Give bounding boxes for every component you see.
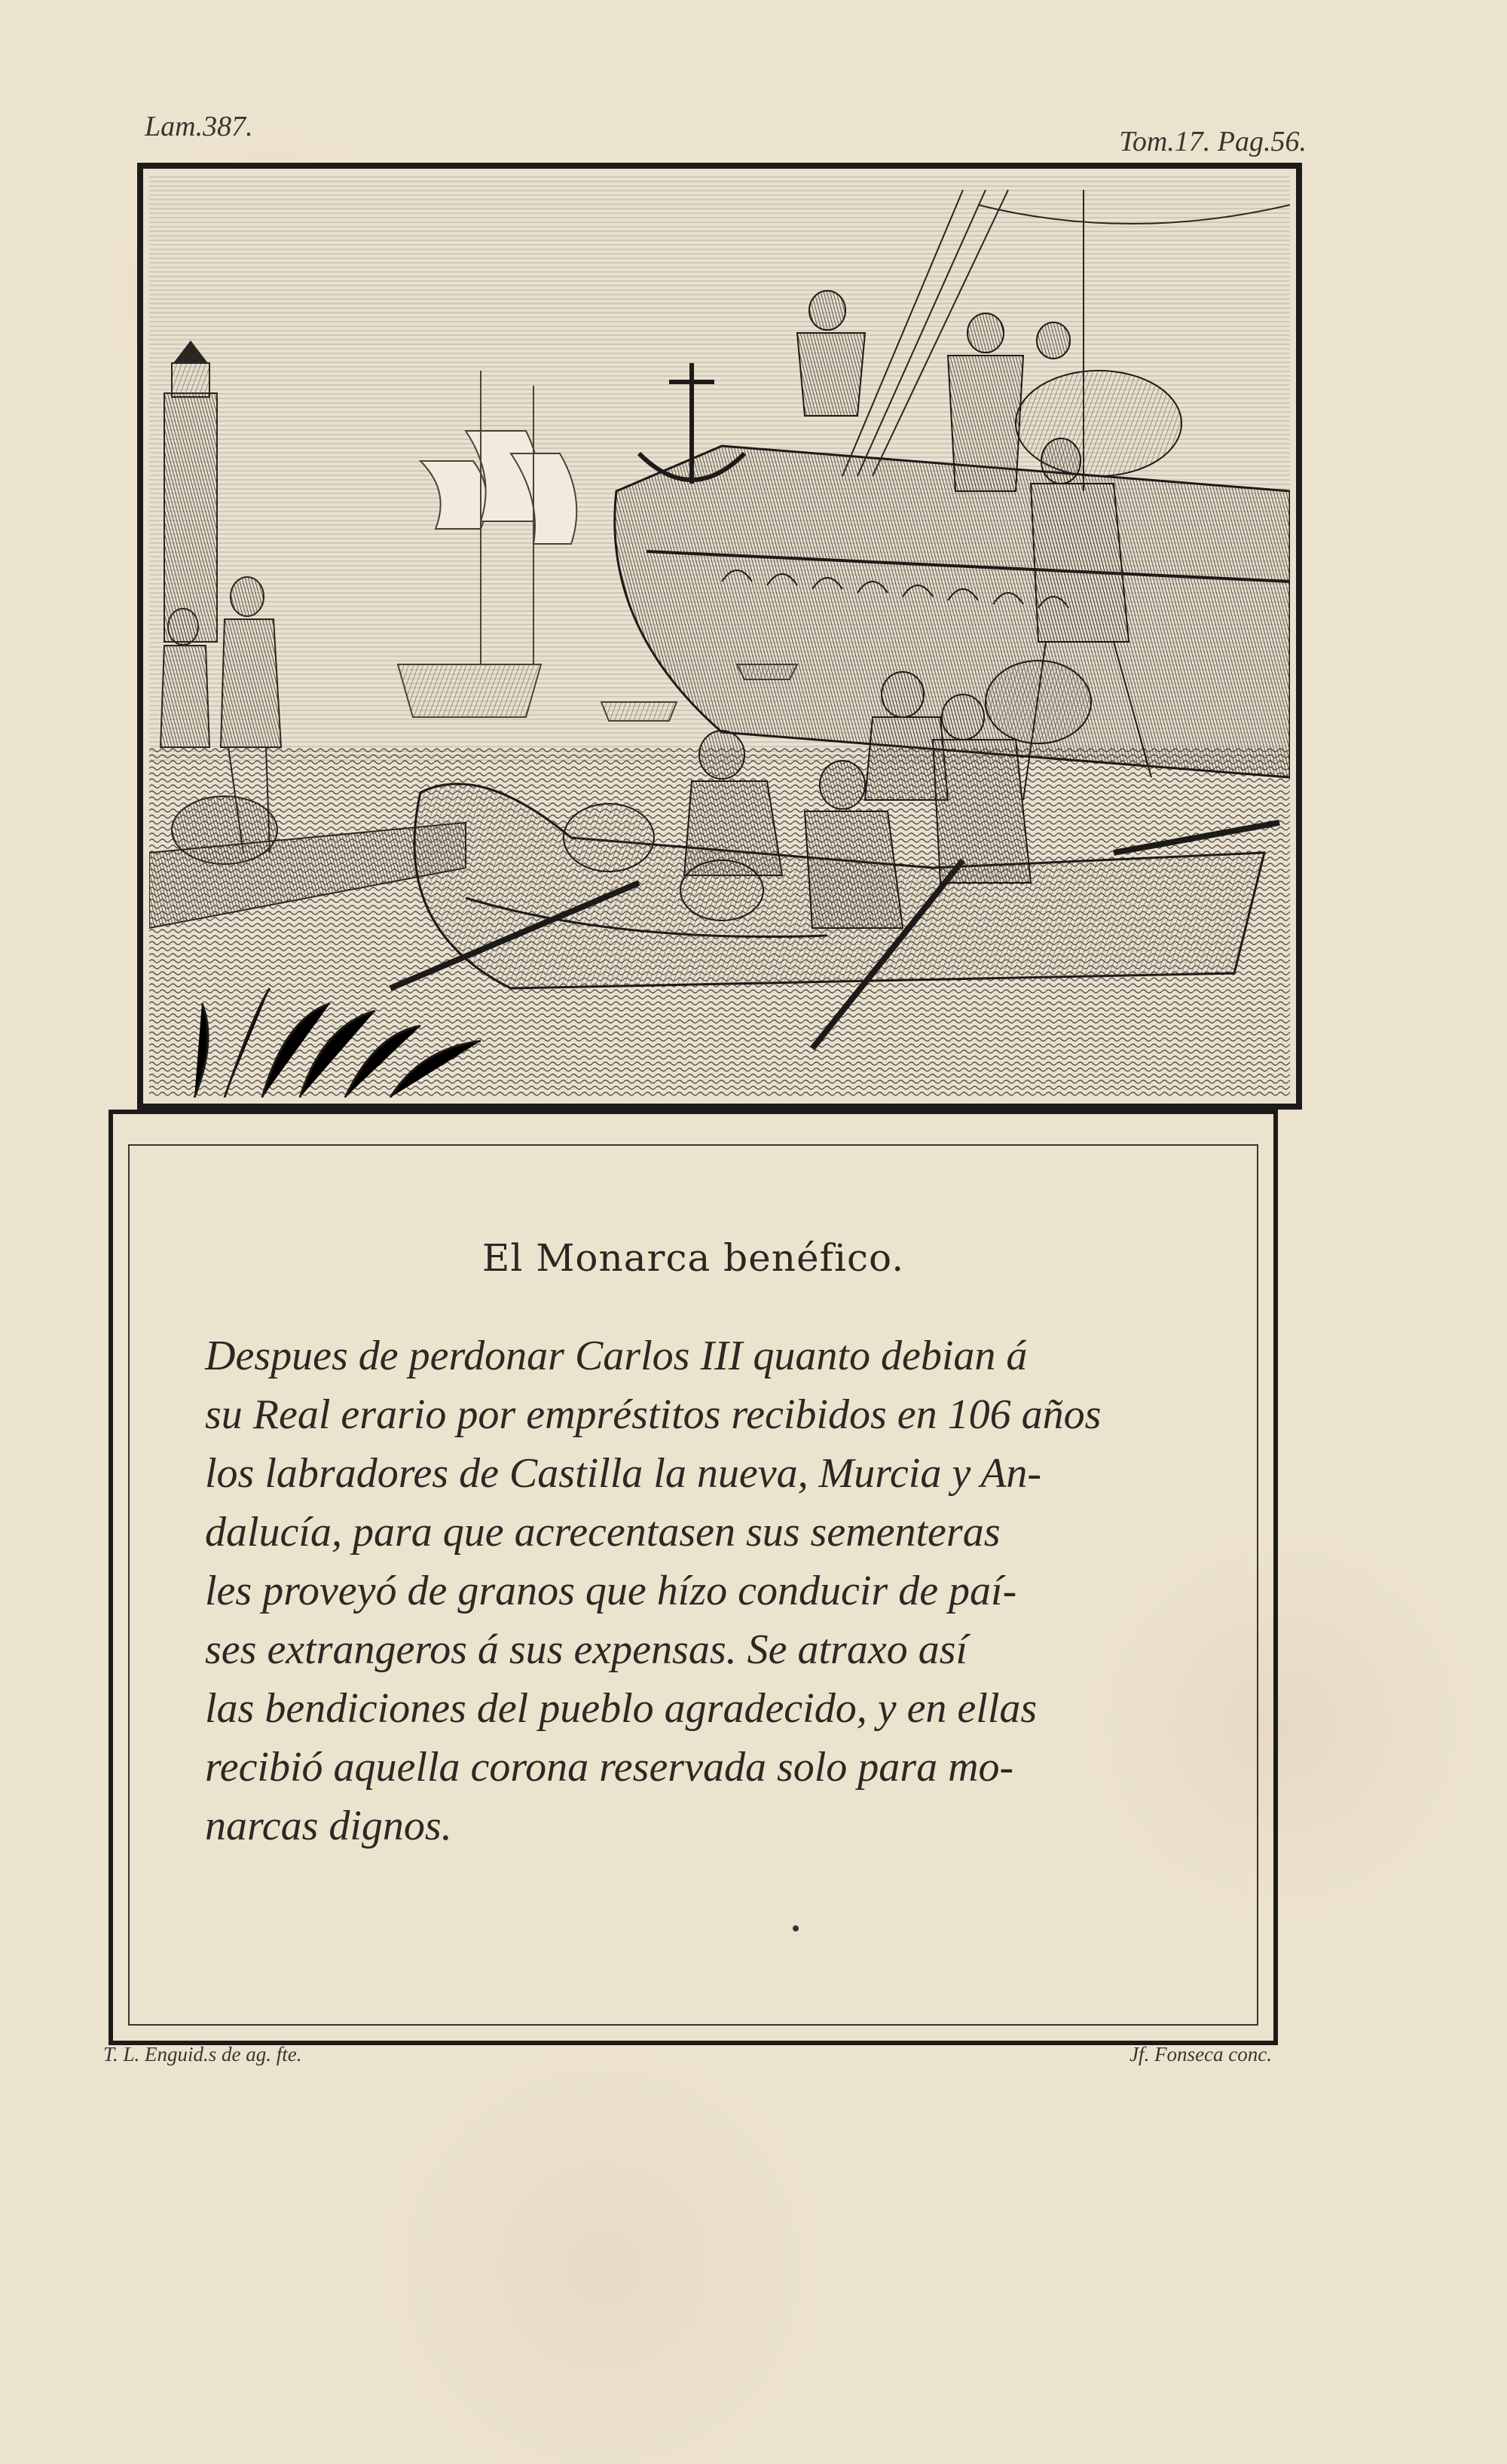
harbor-scene-image — [149, 175, 1290, 1098]
caption-line: ses extrangeros á sus expensas. Se atraxo así — [205, 1626, 968, 1673]
caption-title: El Monarca benéfico. — [481, 1236, 905, 1280]
caption-line: recibió aquella corona reservada solo para mo- — [205, 1744, 1014, 1791]
caption-line: dalucía, para que acrecentasen sus sementeras — [205, 1509, 1001, 1556]
caption-line: narcas dignos. — [205, 1803, 452, 1849]
caption-line: les proveyó de granos que hízo conducir de paí- — [205, 1568, 1017, 1614]
finisher-credit: Jf. Fonseca conc. — [1129, 2043, 1272, 2066]
caption-inner-border — [128, 1144, 1258, 2026]
engraver-credit: T. L. Enguid.s de ag. fte. — [103, 2043, 302, 2066]
ink-dot — [793, 1925, 799, 1931]
caption-line: los labradores de Castilla la nueva, Murcia y An- — [205, 1450, 1042, 1497]
caption-line: su Real erario por empréstitos recibidos en 106 años — [205, 1391, 1102, 1438]
caption-frame — [109, 1110, 1278, 2045]
engraving-illustration — [137, 163, 1302, 1110]
caption-line: Despues de perdonar Carlos III quanto debian á — [205, 1333, 1028, 1379]
volume-page-reference: Tom.17. Pag.56. — [1119, 126, 1307, 157]
plate-number: Lam.387. — [145, 111, 253, 142]
caption-line: las bendiciones del pueblo agradecido, y en ellas — [205, 1685, 1038, 1732]
caption-text — [205, 1327, 1189, 1855]
